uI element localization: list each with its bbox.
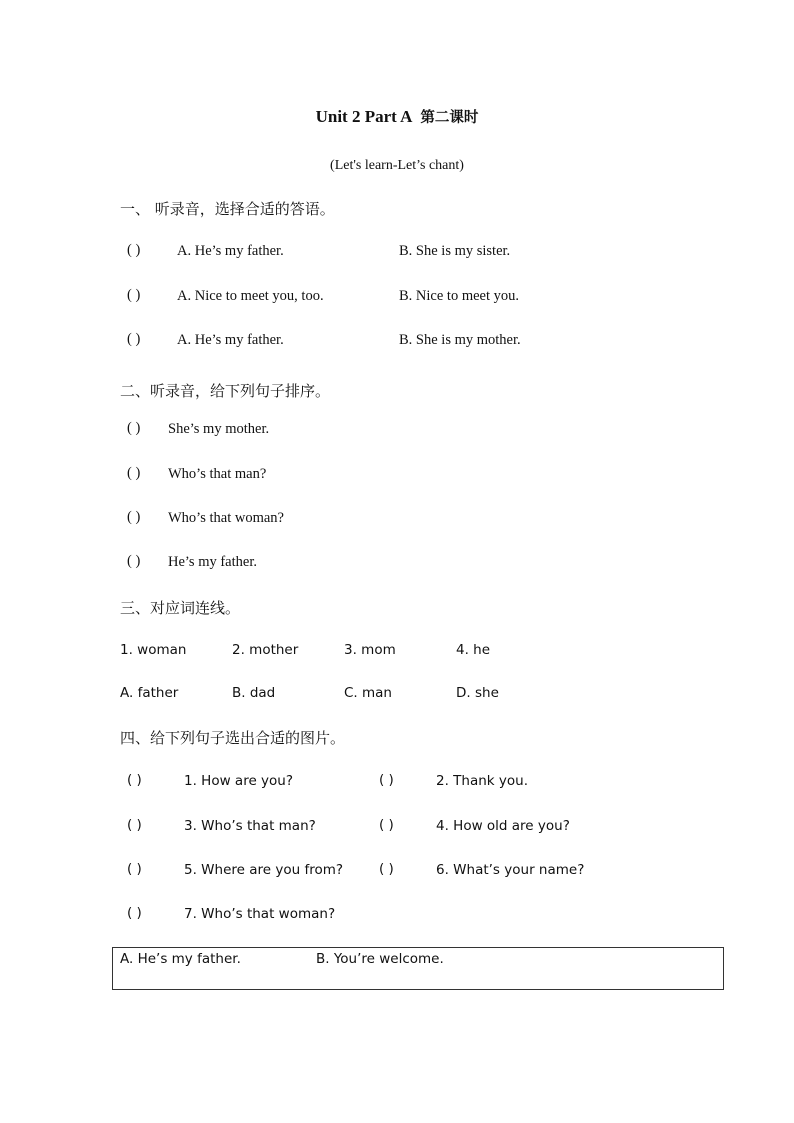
section4-item4-blank[interactable]: ( ) bbox=[379, 817, 394, 833]
section2-item4-text: He’s my father. bbox=[168, 554, 257, 570]
section1-item2-blank[interactable]: ( ) bbox=[127, 287, 141, 303]
section2-heading: 二、听录音，给下列句子排序。 bbox=[120, 382, 331, 400]
match-word-3[interactable]: 3. mom bbox=[344, 642, 396, 658]
section2-item4-blank[interactable]: ( ) bbox=[127, 553, 141, 569]
section1-heading: 一、 听录音，选择合适的答语。 bbox=[120, 200, 335, 218]
title-lesson: 第二课时 bbox=[420, 110, 479, 126]
answer-option-b: B. You’re welcome. bbox=[316, 951, 444, 967]
section4-item4-text: 4. How old are you? bbox=[436, 818, 570, 834]
match-word-4[interactable]: 4. he bbox=[456, 642, 491, 658]
match-word-1[interactable]: 1. woman bbox=[120, 642, 187, 658]
section4-item3-blank[interactable]: ( ) bbox=[127, 817, 142, 833]
section4-item2-blank[interactable]: ( ) bbox=[379, 772, 394, 788]
page-subtitle: (Let's learn-Let’s chant) bbox=[330, 158, 464, 173]
section1-item1-option-b: B. She is my sister. bbox=[399, 243, 511, 259]
section1-item3-option-b: B. She is my mother. bbox=[399, 332, 521, 348]
section2-item3-blank[interactable]: ( ) bbox=[127, 509, 141, 525]
section3-heading: 三、对应词连线。 bbox=[120, 599, 241, 617]
section2-item2-text: Who’s that man? bbox=[168, 466, 267, 482]
section4-item1-text: 1. How are you? bbox=[184, 773, 294, 789]
section1-item3-option-a: A. He’s my father. bbox=[177, 332, 284, 348]
section2-item3-text: Who’s that woman? bbox=[168, 510, 284, 526]
section4-heading: 四、给下列句子选出合适的图片。 bbox=[120, 729, 346, 747]
section2-item1-blank[interactable]: ( ) bbox=[127, 420, 141, 436]
section4-item5-text: 5. Where are you from? bbox=[184, 862, 344, 878]
section1-item2-option-b: B. Nice to meet you. bbox=[399, 288, 520, 304]
section2-item2-blank[interactable]: ( ) bbox=[127, 465, 141, 481]
match-word-c[interactable]: C. man bbox=[344, 685, 392, 701]
section1-item3-blank[interactable]: ( ) bbox=[127, 331, 141, 347]
section4-item7-text: 7. Who’s that woman? bbox=[184, 906, 336, 922]
match-word-b[interactable]: B. dad bbox=[232, 685, 276, 701]
section4-item6-text: 6. What’s your name? bbox=[436, 862, 585, 878]
match-word-a[interactable]: A. father bbox=[120, 685, 179, 701]
title-text: Unit 2 Part A bbox=[315, 107, 413, 126]
section4-item7-blank[interactable]: ( ) bbox=[127, 905, 142, 921]
section4-item5-blank[interactable]: ( ) bbox=[127, 861, 142, 877]
section4-item6-blank[interactable]: ( ) bbox=[379, 861, 394, 877]
section4-item2-text: 2. Thank you. bbox=[436, 773, 529, 789]
section4-item1-blank[interactable]: ( ) bbox=[127, 772, 142, 788]
section1-item1-option-a: A. He’s my father. bbox=[177, 243, 284, 259]
page-title bbox=[0, 106, 794, 127]
match-word-d[interactable]: D. she bbox=[456, 685, 499, 701]
match-word-2[interactable]: 2. mother bbox=[232, 642, 299, 658]
answer-option-a: A. He’s my father. bbox=[120, 951, 241, 967]
section2-item1-text: She’s my mother. bbox=[168, 421, 270, 437]
section1-item1-blank[interactable]: ( ) bbox=[127, 242, 141, 258]
section1-item2-option-a: A. Nice to meet you, too. bbox=[177, 288, 324, 304]
section4-item3-text: 3. Who’s that man? bbox=[184, 818, 316, 834]
